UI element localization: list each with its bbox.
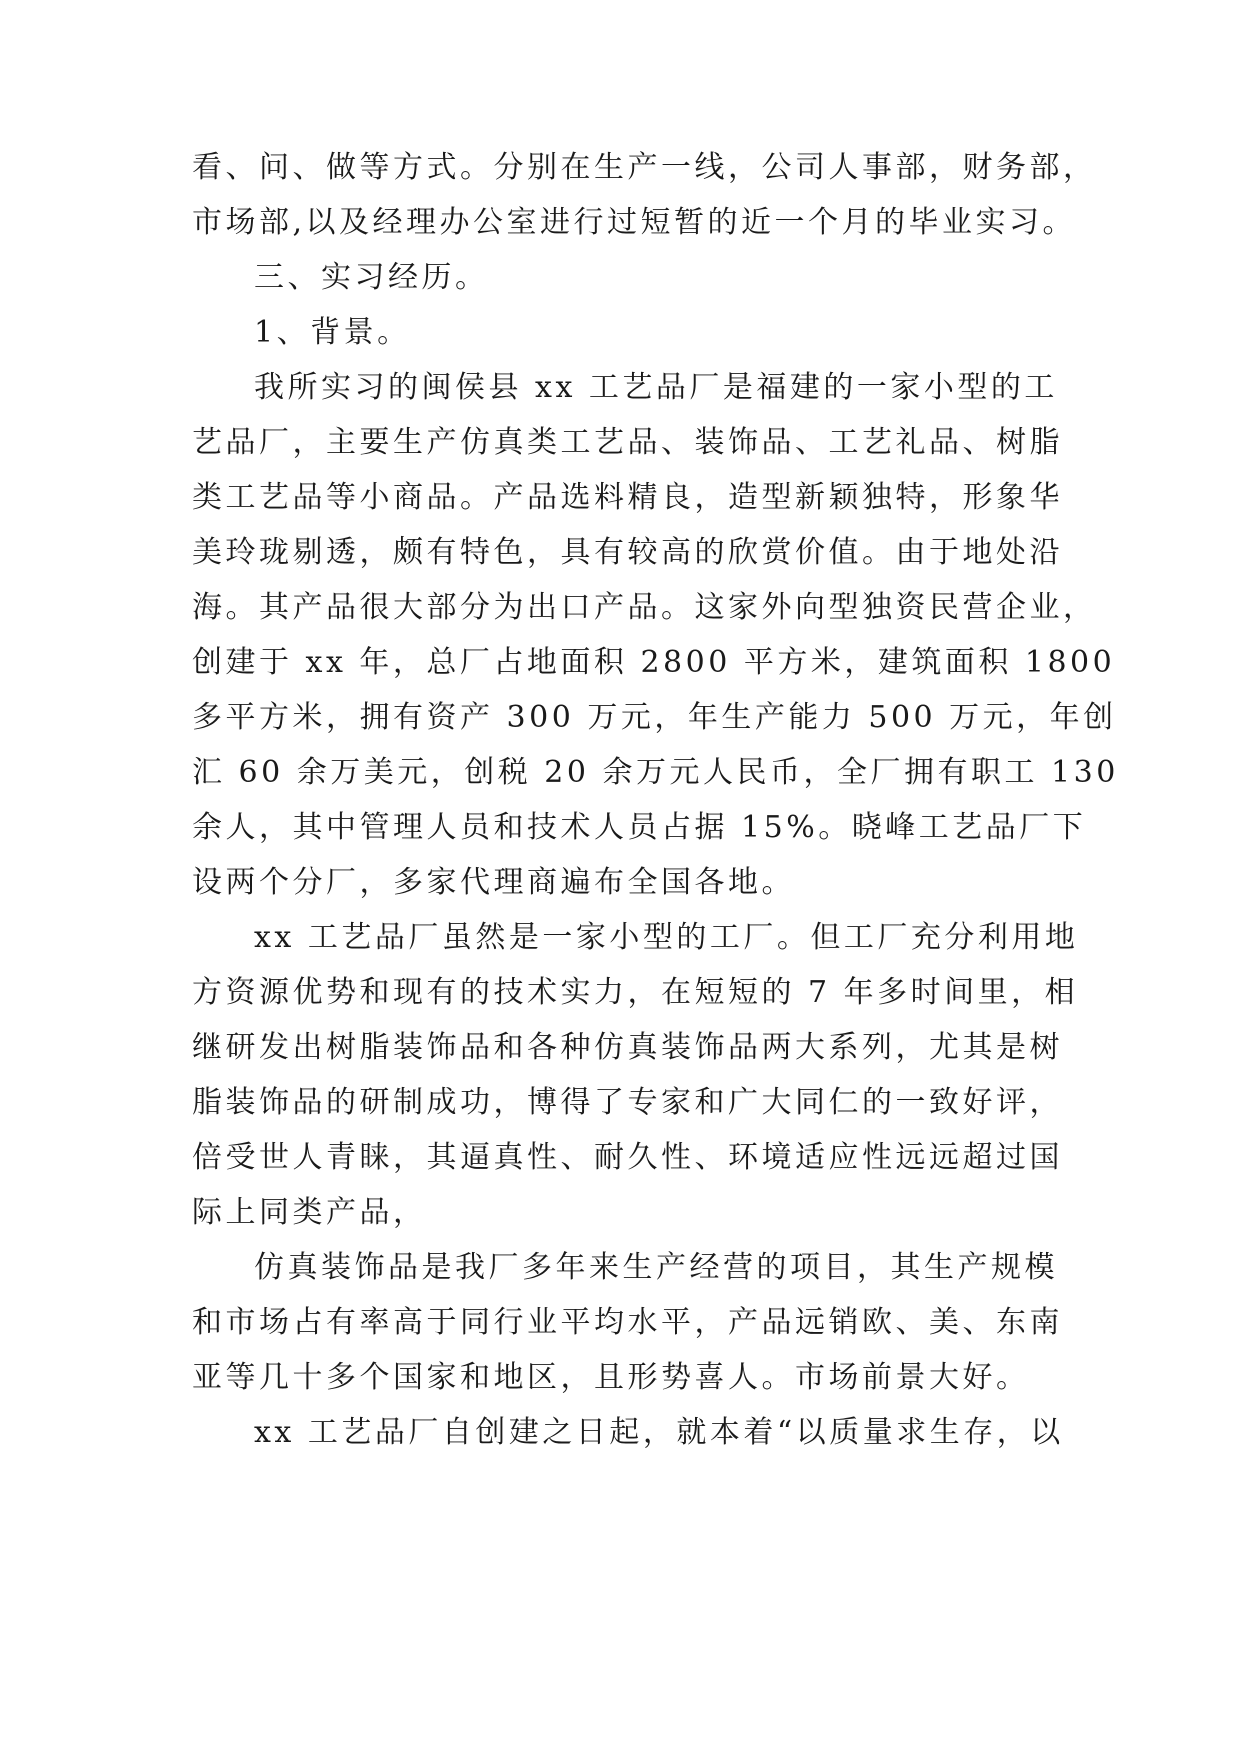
text-line: 多平方米，拥有资产 300 万元，年生产能力 500 万元，年创 bbox=[192, 700, 1117, 735]
text-line: 脂装饰品的研制成功，博得了专家和广大同仁的一致好评， bbox=[192, 1085, 1063, 1120]
text-line: 类工艺品等小商品。产品选料精良，造型新颖独特，形象华 bbox=[192, 480, 1063, 515]
text-line: 市场部,以及经理办公室进行过短暂的近一个月的毕业实习。 bbox=[192, 205, 1077, 240]
text-line: 和市场占有率高于同行业平均水平，产品远销欧、美、东南 bbox=[192, 1305, 1063, 1340]
text-line: 仿真装饰品是我厂多年来生产经营的项目，其生产规模 bbox=[254, 1250, 1058, 1285]
text-line: 艺品厂，主要生产仿真类工艺品、装饰品、工艺礼品、树脂 bbox=[192, 425, 1063, 460]
text-line: xx 工艺品厂自创建之日起，就本着“以质量求生存，以 bbox=[254, 1415, 1064, 1450]
text-line: 创建于 xx 年，总厂占地面积 2800 平方米，建筑面积 1800 bbox=[192, 645, 1116, 680]
text-line: xx 工艺品厂虽然是一家小型的工厂。但工厂充分利用地 bbox=[254, 920, 1079, 955]
text-line: 汇 60 余万美元，创税 20 余万元人民币，全厂拥有职工 130 bbox=[192, 755, 1119, 790]
text-line: 继研发出树脂装饰品和各种仿真装饰品两大系列，尤其是树 bbox=[192, 1030, 1063, 1065]
text-line: 方资源优势和现有的技术实力，在短短的 7 年多时间里，相 bbox=[192, 975, 1079, 1010]
text-line: 亚等几十多个国家和地区，且形势喜人。市场前景大好。 bbox=[192, 1360, 1030, 1395]
text-line: 余人，其中管理人员和技术人员占据 15%。晓峰工艺品厂下 bbox=[192, 810, 1087, 845]
text-line: 我所实习的闽侯县 xx 工艺品厂是福建的一家小型的工 bbox=[254, 370, 1058, 405]
text-line: 看、问、做等方式。分别在生产一线，公司人事部，财务部， bbox=[192, 150, 1097, 185]
section-heading: 三、实习经历。 bbox=[254, 260, 489, 295]
text-line: 海。其产品很大部分为出口产品。这家外向型独资民营企业， bbox=[192, 590, 1097, 625]
text-line: 美玲珑剔透，颇有特色，具有较高的欣赏价值。由于地处沿 bbox=[192, 535, 1063, 570]
text-line: 设两个分厂，多家代理商遍布全国各地。 bbox=[192, 865, 795, 900]
text-line: 倍受世人青睐，其逼真性、耐久性、环境适应性远远超过国 bbox=[192, 1140, 1063, 1175]
text-line: 际上同类产品， bbox=[192, 1195, 427, 1230]
subsection-heading: 1、背景。 bbox=[254, 315, 411, 350]
